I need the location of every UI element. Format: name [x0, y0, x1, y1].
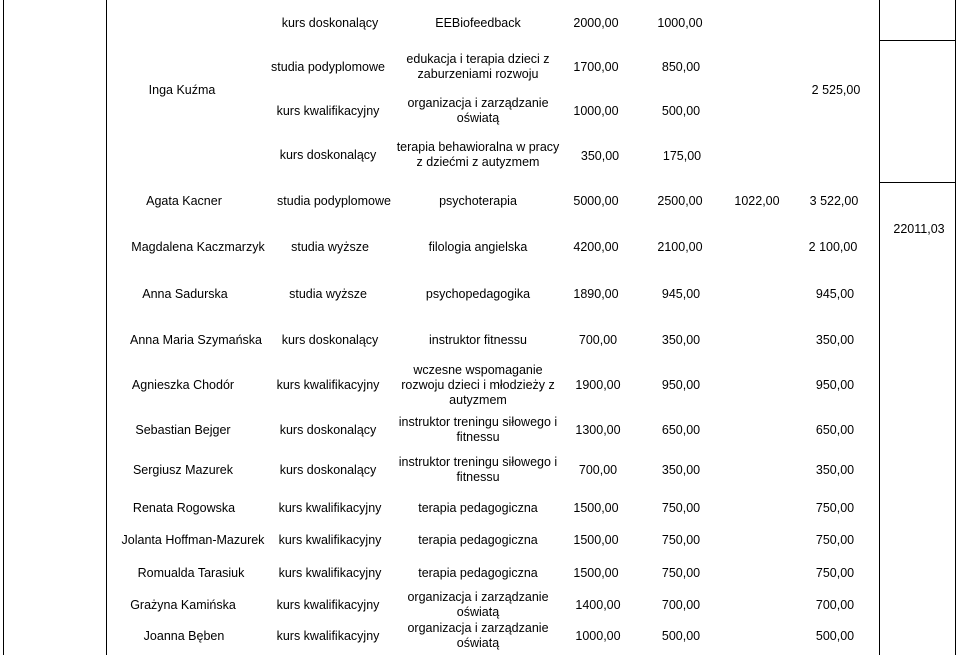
table-cell: organizacja i zarządzanie oświatą [407, 621, 549, 650]
table-cell: 500,00 [661, 628, 701, 643]
table-cell: 650,00 [661, 422, 701, 437]
table-cell: Grażyna Kamińska [130, 597, 236, 612]
table-cell: Anna Sadurska [142, 286, 228, 301]
table-cell: studia wyższe [291, 239, 369, 254]
table-cell: kurs doskonalący [281, 15, 379, 30]
table-cell: 1900,00 [575, 377, 621, 392]
table-cell: Joanna Bęben [143, 628, 225, 643]
table-cell: 750,00 [661, 532, 701, 547]
table-cell: 750,00 [815, 565, 855, 580]
table-cell: instruktor treningu siłowego i fitnessu [398, 455, 558, 484]
table-cell: 700,00 [815, 597, 855, 612]
table-cell: Sergiusz Mazurek [132, 462, 234, 477]
table-cell: 750,00 [815, 532, 855, 547]
table-cell: 945,00 [815, 286, 855, 301]
table-cell: edukacja i terapia dzieci z zaburzeniami rozwoju [406, 52, 550, 81]
table-cell: 1400,00 [575, 597, 621, 612]
table-cell: 1890,00 [573, 286, 619, 301]
table-cell: psychopedagogika [425, 286, 531, 301]
table-cell: Jolanta Hoffman-Mazurek [121, 532, 265, 547]
table-cell: kurs kwalifikacyjny [278, 532, 382, 547]
table-cell: kurs doskonalący [281, 332, 379, 347]
table-border-inner [106, 0, 107, 655]
table-cell: 700,00 [578, 462, 618, 477]
table-cell: terapia pedagogiczna [418, 532, 538, 547]
table-cell: kurs kwalifikacyjny [278, 500, 382, 515]
table-cell: studia wyższe [289, 286, 367, 301]
table-cell: filologia angielska [428, 239, 528, 254]
table-cell: Sebastian Bejger [135, 422, 231, 437]
table-cell: Agata Kacner [146, 193, 222, 208]
table-cell: 1000,00 [573, 103, 619, 118]
table-cell: organizacja i zarządzanie oświatą [407, 96, 549, 125]
table-cell: kurs doskonalący [279, 422, 377, 437]
table-cell: 1300,00 [575, 422, 621, 437]
table-cell: 950,00 [661, 377, 701, 392]
table-cell: 945,00 [661, 286, 701, 301]
table-cell: 850,00 [661, 59, 701, 74]
table-cell: terapia behawioralna w pracy z dziećmi z autyzmem [396, 140, 560, 169]
table-cell: kurs doskonalący [279, 147, 377, 162]
table-cell: psychoterapia [439, 193, 517, 208]
table-cell: 500,00 [815, 628, 855, 643]
table-cell: EEBiofeedback [435, 15, 521, 30]
table-cell: wczesne wspomaganie rozwoju dzieci i młodzieży z autyzmem [401, 362, 555, 407]
table-border-right [955, 0, 956, 655]
table-cell: Inga Kuźma [148, 82, 216, 97]
table-cell: 2100,00 [657, 239, 703, 254]
table-cell: kurs kwalifikacyjny [276, 377, 380, 392]
table-cell: organizacja i zarządzanie oświatą [407, 590, 549, 619]
table-divider-bottom [879, 182, 956, 183]
table-cell: 350,00 [815, 462, 855, 477]
table-cell: 1000,00 [657, 15, 703, 30]
table-cell: Anna Maria Szymańska [129, 332, 262, 347]
table-cell: 350,00 [661, 332, 701, 347]
table-cell: 2 525,00 [811, 82, 861, 97]
table-cell: instruktor treningu siłowego i fitnessu [398, 415, 558, 444]
table-cell: 350,00 [815, 332, 855, 347]
table-cell: 950,00 [815, 377, 855, 392]
table-cell: studia podyplomowe [277, 193, 391, 208]
table-cell: Agnieszka Chodór [131, 377, 235, 392]
table-cell: 175,00 [662, 148, 702, 163]
table-cell: 3 522,00 [809, 193, 859, 208]
table-cell: Renata Rogowska [132, 500, 236, 515]
table-cell: kurs kwalifikacyjny [276, 103, 380, 118]
table-cell: 700,00 [578, 332, 618, 347]
table-cell: studia podyplomowe [271, 59, 385, 74]
table-divider-top [879, 40, 956, 41]
table-border-left [3, 0, 4, 655]
table-cell: 750,00 [661, 565, 701, 580]
table-cell: 1022,00 [734, 193, 780, 208]
table-cell: 350,00 [580, 148, 620, 163]
table-cell: 500,00 [661, 103, 701, 118]
table-cell: Romualda Tarasiuk [137, 565, 245, 580]
table-cell: 750,00 [661, 500, 701, 515]
table-cell: 22011,03 [893, 221, 945, 236]
table-cell: 2500,00 [657, 193, 703, 208]
table-cell: 4200,00 [573, 239, 619, 254]
table-cell: 1500,00 [573, 532, 619, 547]
table-cell: kurs doskonalący [279, 462, 377, 477]
table-cell: 1000,00 [575, 628, 621, 643]
table-cell: Magdalena Kaczmarzyk [131, 239, 265, 254]
table-cell: terapia pedagogiczna [418, 565, 538, 580]
table-cell: 350,00 [661, 462, 701, 477]
table-cell: 700,00 [661, 597, 701, 612]
table-border-sum-column [879, 0, 880, 655]
table-cell: terapia pedagogiczna [418, 500, 538, 515]
table-cell: 5000,00 [573, 193, 619, 208]
table-cell: 2 100,00 [808, 239, 858, 254]
table-cell: 650,00 [815, 422, 855, 437]
table-cell: kurs kwalifikacyjny [276, 597, 380, 612]
table-cell: 1500,00 [573, 500, 619, 515]
table-cell: 2000,00 [573, 15, 619, 30]
table-cell: instruktor fitnessu [429, 332, 527, 347]
table-cell: kurs kwalifikacyjny [278, 565, 382, 580]
table-cell: 750,00 [815, 500, 855, 515]
table-cell: 1700,00 [573, 59, 619, 74]
table-cell: kurs kwalifikacyjny [276, 628, 380, 643]
table-cell: 1500,00 [573, 565, 619, 580]
